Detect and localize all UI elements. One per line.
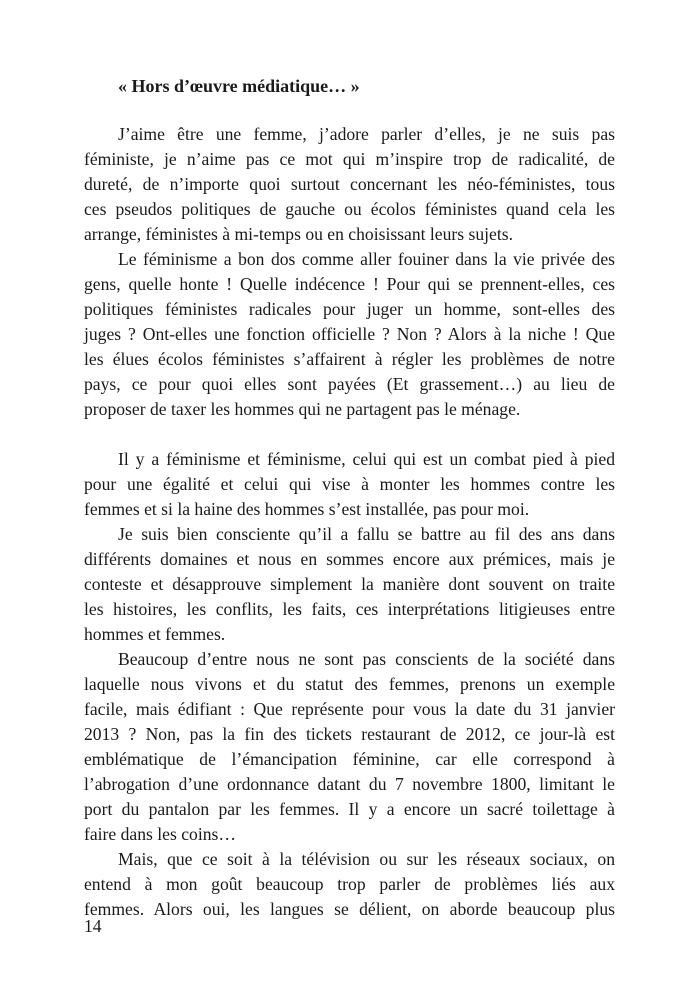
text-line: Le féminisme a bon dos comme aller fouiner dans la vie privée des [118,249,615,269]
text-line: 2013 ? Non, pas la fin des tickets restaurant de 2012, ce jour-là est [84,724,615,744]
text-line: port du pantalon par les femmes. Il y a encore un sacré toilettage à [84,799,615,819]
text-line: ces pseudos politiques de gauche ou écolos féministes quand cela les [84,199,615,219]
text-line: pour une égalité et celui qui vise à monter les hommes contre les [84,474,615,494]
body-text [84,122,615,922]
paragraph [84,647,615,847]
text-line: les histoires, les conflits, les faits, ces interprétations litigieuses entre [84,599,615,619]
text-line: proposer de taxer les hommes qui ne partagent pas le ménage. [84,399,521,419]
text-line: politiques féministes radicales pour juger un homme, sont-elles des [84,299,615,319]
text-line: femmes et si la haine des hommes s’est installée, pas pour moi. [84,499,530,519]
page-number: 14 [84,916,102,936]
paragraph [84,247,615,422]
text-line: femmes. Alors oui, les langues se délient, on aborde beaucoup plus [84,899,615,919]
text-line: différents domaines et nous en sommes encore aux prémices, mais je [84,549,615,569]
text-line: juges ? Ont-elles une fonction officielle ? Non ? Alors à la niche ! Que [84,324,615,344]
text-line: Mais, que ce soit à la télévision ou sur les réseaux sociaux, on [118,849,615,869]
text-line: gens, quelle honte ! Quelle indécence ! Pour qui se prennent-elles, ces [84,274,615,294]
text-line: hommes et femmes. [84,624,226,644]
text-line: les élues écolos féministes s’affairent à régler les problèmes de notre [84,349,615,369]
paragraph [84,122,615,247]
text-line: J’aime être une femme, j’adore parler d’elles, je ne suis pas [118,124,615,144]
text-line: arrange, féministes à mi-temps ou en choisissant leurs sujets. [84,224,513,244]
text-line: pays, ce pour quoi elles sont payées (Et grassement…) au lieu de [84,374,615,394]
text-line: l’abrogation d’une ordonnance datant du 7 novembre 1800, limitant le [84,774,615,794]
paragraph [84,522,615,647]
text-line: dureté, de n’importe quoi surtout concernant les néo-féministes, tous [84,174,615,194]
text-line: Il y a féminisme et féminisme, celui qui est un combat pied à pied [118,449,615,469]
text-line: facile, mais édifiant : Que représente pour vous la date du 31 janvier [84,699,615,719]
paragraph [84,847,615,922]
text-line: emblématique de l’émancipation féminine, car elle correspond à [84,749,615,769]
text-line: entend à mon goût beaucoup trop parler de problèmes liés aux [84,874,615,894]
text-line: féministe, je n’aime pas ce mot qui m’inspire trop de radicalité, de [84,149,615,169]
text-line: Je suis bien consciente qu’il a fallu se battre au fil des ans dans [118,524,615,544]
text-line: laquelle nous vivons et du statut des femmes, prenons un exemple [84,674,615,694]
text-line: Beaucoup d’entre nous ne sont pas conscients de la société dans [118,649,615,669]
section-title: « Hors d’œuvre médiatique… » [118,76,360,96]
text-line: faire dans les coins… [84,824,236,844]
text-line: conteste et désapprouve simplement la manière dont souvent on traite [84,574,615,594]
paragraph [84,447,615,522]
